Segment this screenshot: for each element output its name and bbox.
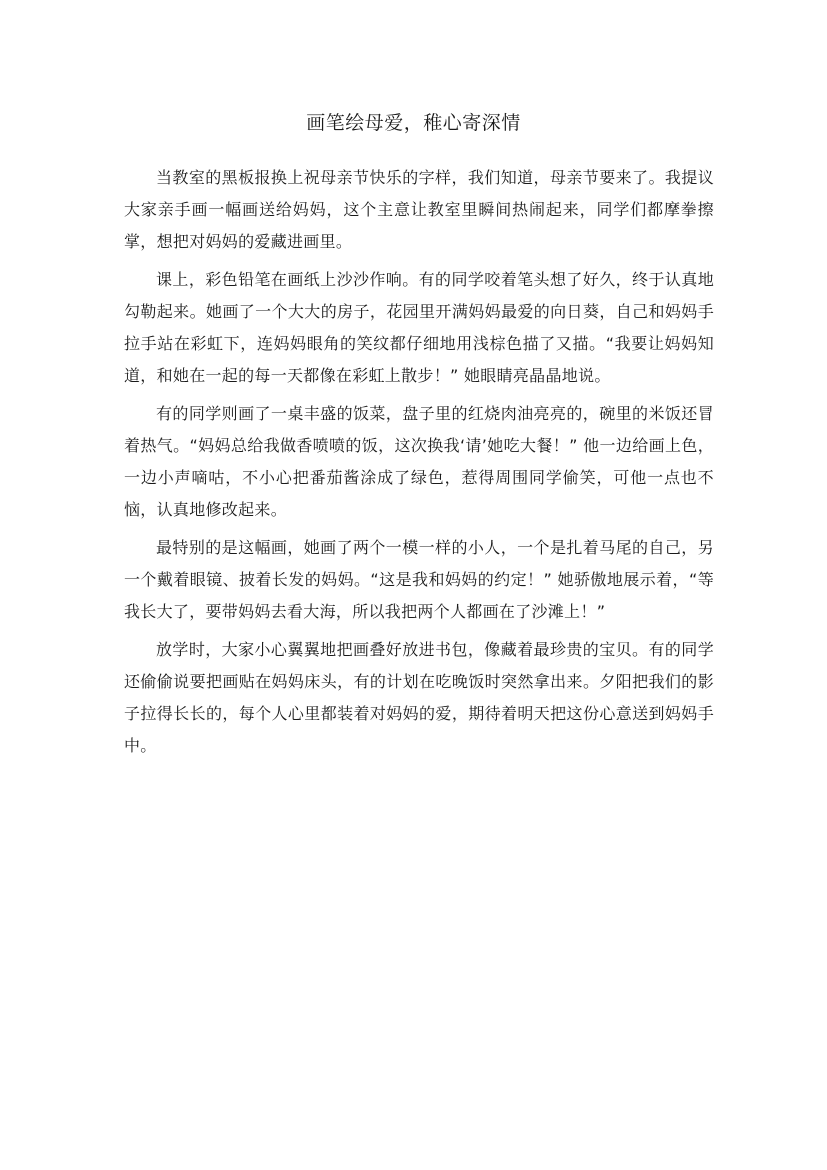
paragraph-2: 课上，彩色铅笔在画纸上沙沙作响。有的同学咬着笔头想了好久，终于认真地勾勒起来。她画了一个大大的房子，花园里开满妈妈最爱的向日葵，自己和妈妈手拉手站在彩虹下，连妈妈眼角的笑纹都仔细地用浅棕色描了又描。“我要让妈妈知道，和她在一起的每一天都像在彩虹上散步！” 她眼睛亮晶晶地说。: [124, 270, 714, 385]
paragraph-5: 放学时，大家小心翼翼地把画叠好放进书包，像藏着最珍贵的宝贝。有的同学还偷偷说要把画贴在妈妈床头，有的计划在吃晚饭时突然拿出来。夕阳把我们的影子拉得长长的，每个人心里都装着对妈妈的爱，期待着明天把这份心意送到妈妈手中。: [124, 640, 714, 755]
paragraph-1: 当教室的黑板报换上祝母亲节快乐的字样，我们知道，母亲节要来了。我提议大家亲手画一幅画送给妈妈，这个主意让教室里瞬间热闹起来，同学们都摩拳擦掌，想把对妈妈的爱藏进画里。: [124, 168, 714, 251]
document-title: 画笔绘母爱，稚心寄深情: [306, 112, 521, 134]
document-body: [124, 162, 714, 768]
paragraph-4: 最特别的是这幅画，她画了两个一模一样的小人，一个是扎着马尾的自己，另一个戴着眼镜、披着长发的妈妈。“这是我和妈妈的约定！” 她骄傲地展示着，“等我长大了，要带妈妈去看大海，所以我把两个人都画在了沙滩上！”: [124, 538, 714, 621]
paragraph-3: 有的同学则画了一桌丰盛的饭菜，盘子里的红烧肉油亮亮的，碗里的米饭还冒着热气。“妈妈总给我做香喷喷的饭，这次换我‘请’她吃大餐！” 他一边给画上色，一边小声嘀咕，不小心把番茄酱涂成了绿色，惹得周围同学偷笑，可他一点也不恼，认真地修改起来。: [124, 404, 714, 519]
